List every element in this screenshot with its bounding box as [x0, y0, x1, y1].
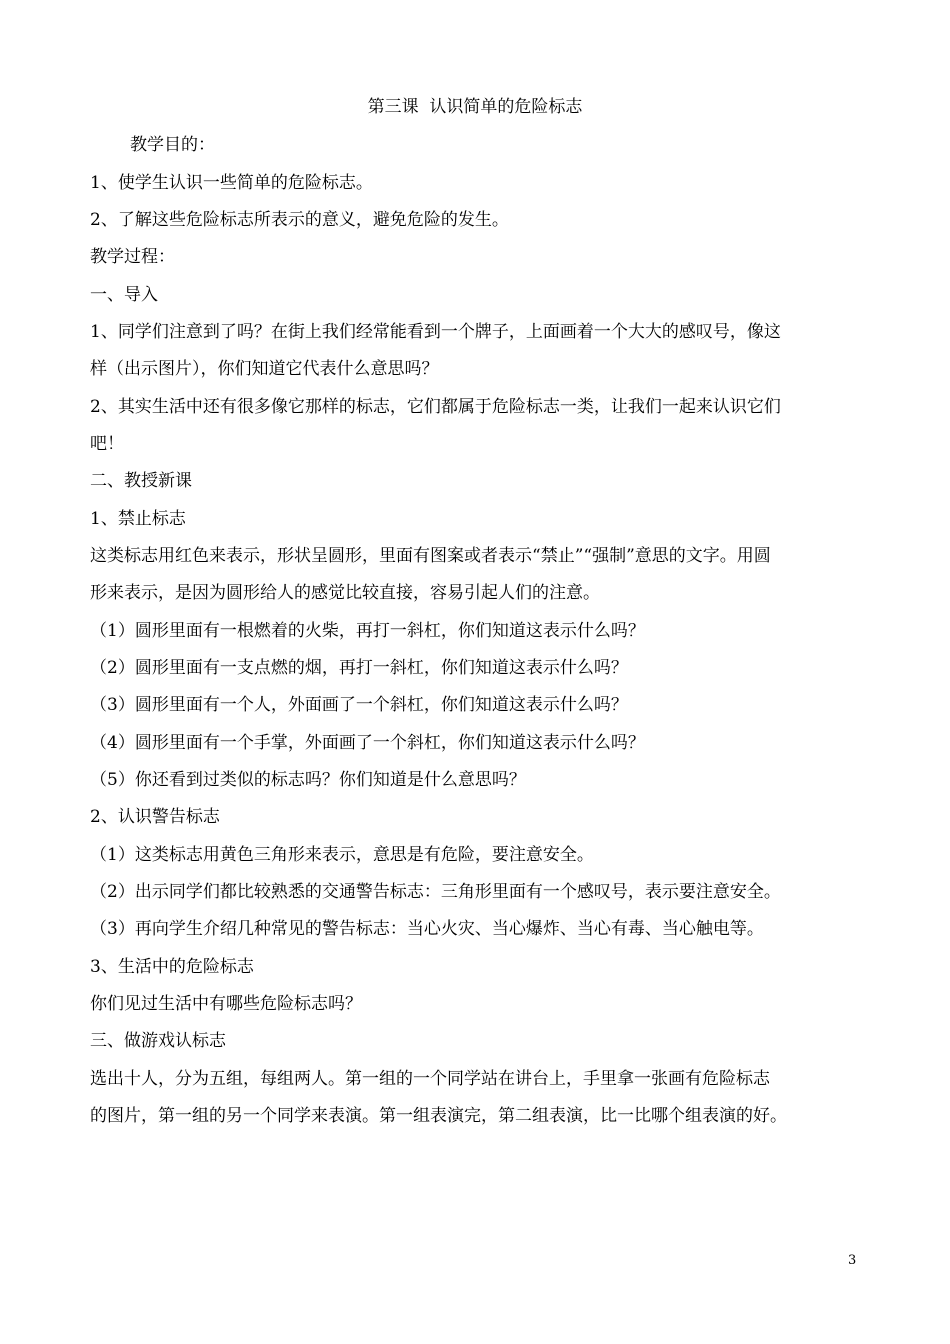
lesson-title: 第三课 认识简单的危险标志 — [367, 97, 583, 117]
objective-1: 1、使学生认识一些简单的危险标志。 — [90, 173, 373, 193]
objectives-heading: 教学目的： — [130, 135, 215, 155]
list-item: （1）圆形里面有一根燃着的火柴，再打一斜杠，你们知道这表示什么吗？ — [90, 621, 645, 641]
list-item: （4）圆形里面有一个手掌，外面画了一个斜杠，你们知道这表示什么吗？ — [90, 733, 645, 753]
section-game-heading: 三、做游戏认标志 — [90, 1031, 226, 1051]
paragraph-line: 的图片，第一组的另一个同学来表演。第一组表演完，第二组表演，比一比哪个组表演的好。 — [90, 1106, 787, 1126]
paragraph-line: 选出十人，分为五组，每组两人。第一组的一个同学站在讲台上，手里拿一张画有危险标志 — [90, 1069, 770, 1089]
subsection-warning-heading: 2、认识警告标志 — [90, 807, 220, 827]
paragraph-line: 1、同学们注意到了吗？在街上我们经常能看到一个牌子，上面画着一个大大的感叹号，像这 — [90, 322, 781, 342]
subsection-prohibition-heading: 1、禁止标志 — [90, 509, 186, 529]
section-new-lesson-heading: 二、教授新课 — [90, 471, 192, 491]
paragraph-line: 这类标志用红色来表示，形状呈圆形，里面有图案或者表示“禁止”“强制”意思的文字。用圆 — [90, 546, 771, 566]
paragraph-line: 你们见过生活中有哪些危险标志吗？ — [90, 994, 362, 1014]
process-heading: 教学过程： — [90, 247, 175, 267]
objective-2: 2、了解这些危险标志所表示的意义，避免危险的发生。 — [90, 210, 509, 230]
paragraph-line: 吧！ — [90, 434, 124, 454]
paragraph-line: 形来表示，是因为圆形给人的感觉比较直接，容易引起人们的注意。 — [90, 583, 600, 603]
paragraph-line: 样（出示图片），你们知道它代表什么意思吗？ — [90, 359, 439, 379]
list-item: （3）再向学生介绍几种常见的警告标志：当心火灾、当心爆炸、当心有毒、当心触电等。 — [90, 919, 764, 939]
page-number: 3 — [848, 1253, 857, 1268]
list-item: （3）圆形里面有一个人，外面画了一个斜杠，你们知道这表示什么吗？ — [90, 695, 628, 715]
subsection-life-heading: 3、生活中的危险标志 — [90, 957, 254, 977]
paragraph-line: 2、其实生活中还有很多像它那样的标志，它们都属于危险标志一类，让我们一起来认识它们 — [90, 397, 781, 417]
list-item: （2）圆形里面有一支点燃的烟，再打一斜杠，你们知道这表示什么吗？ — [90, 658, 628, 678]
section-intro-heading: 一、导入 — [90, 285, 158, 305]
list-item: （2）出示同学们都比较熟悉的交通警告标志：三角形里面有一个感叹号，表示要注意安全。 — [90, 882, 781, 902]
list-item: （5）你还看到过类似的标志吗？你们知道是什么意思吗？ — [90, 770, 526, 790]
list-item: （1）这类标志用黄色三角形来表示，意思是有危险，要注意安全。 — [90, 845, 594, 865]
